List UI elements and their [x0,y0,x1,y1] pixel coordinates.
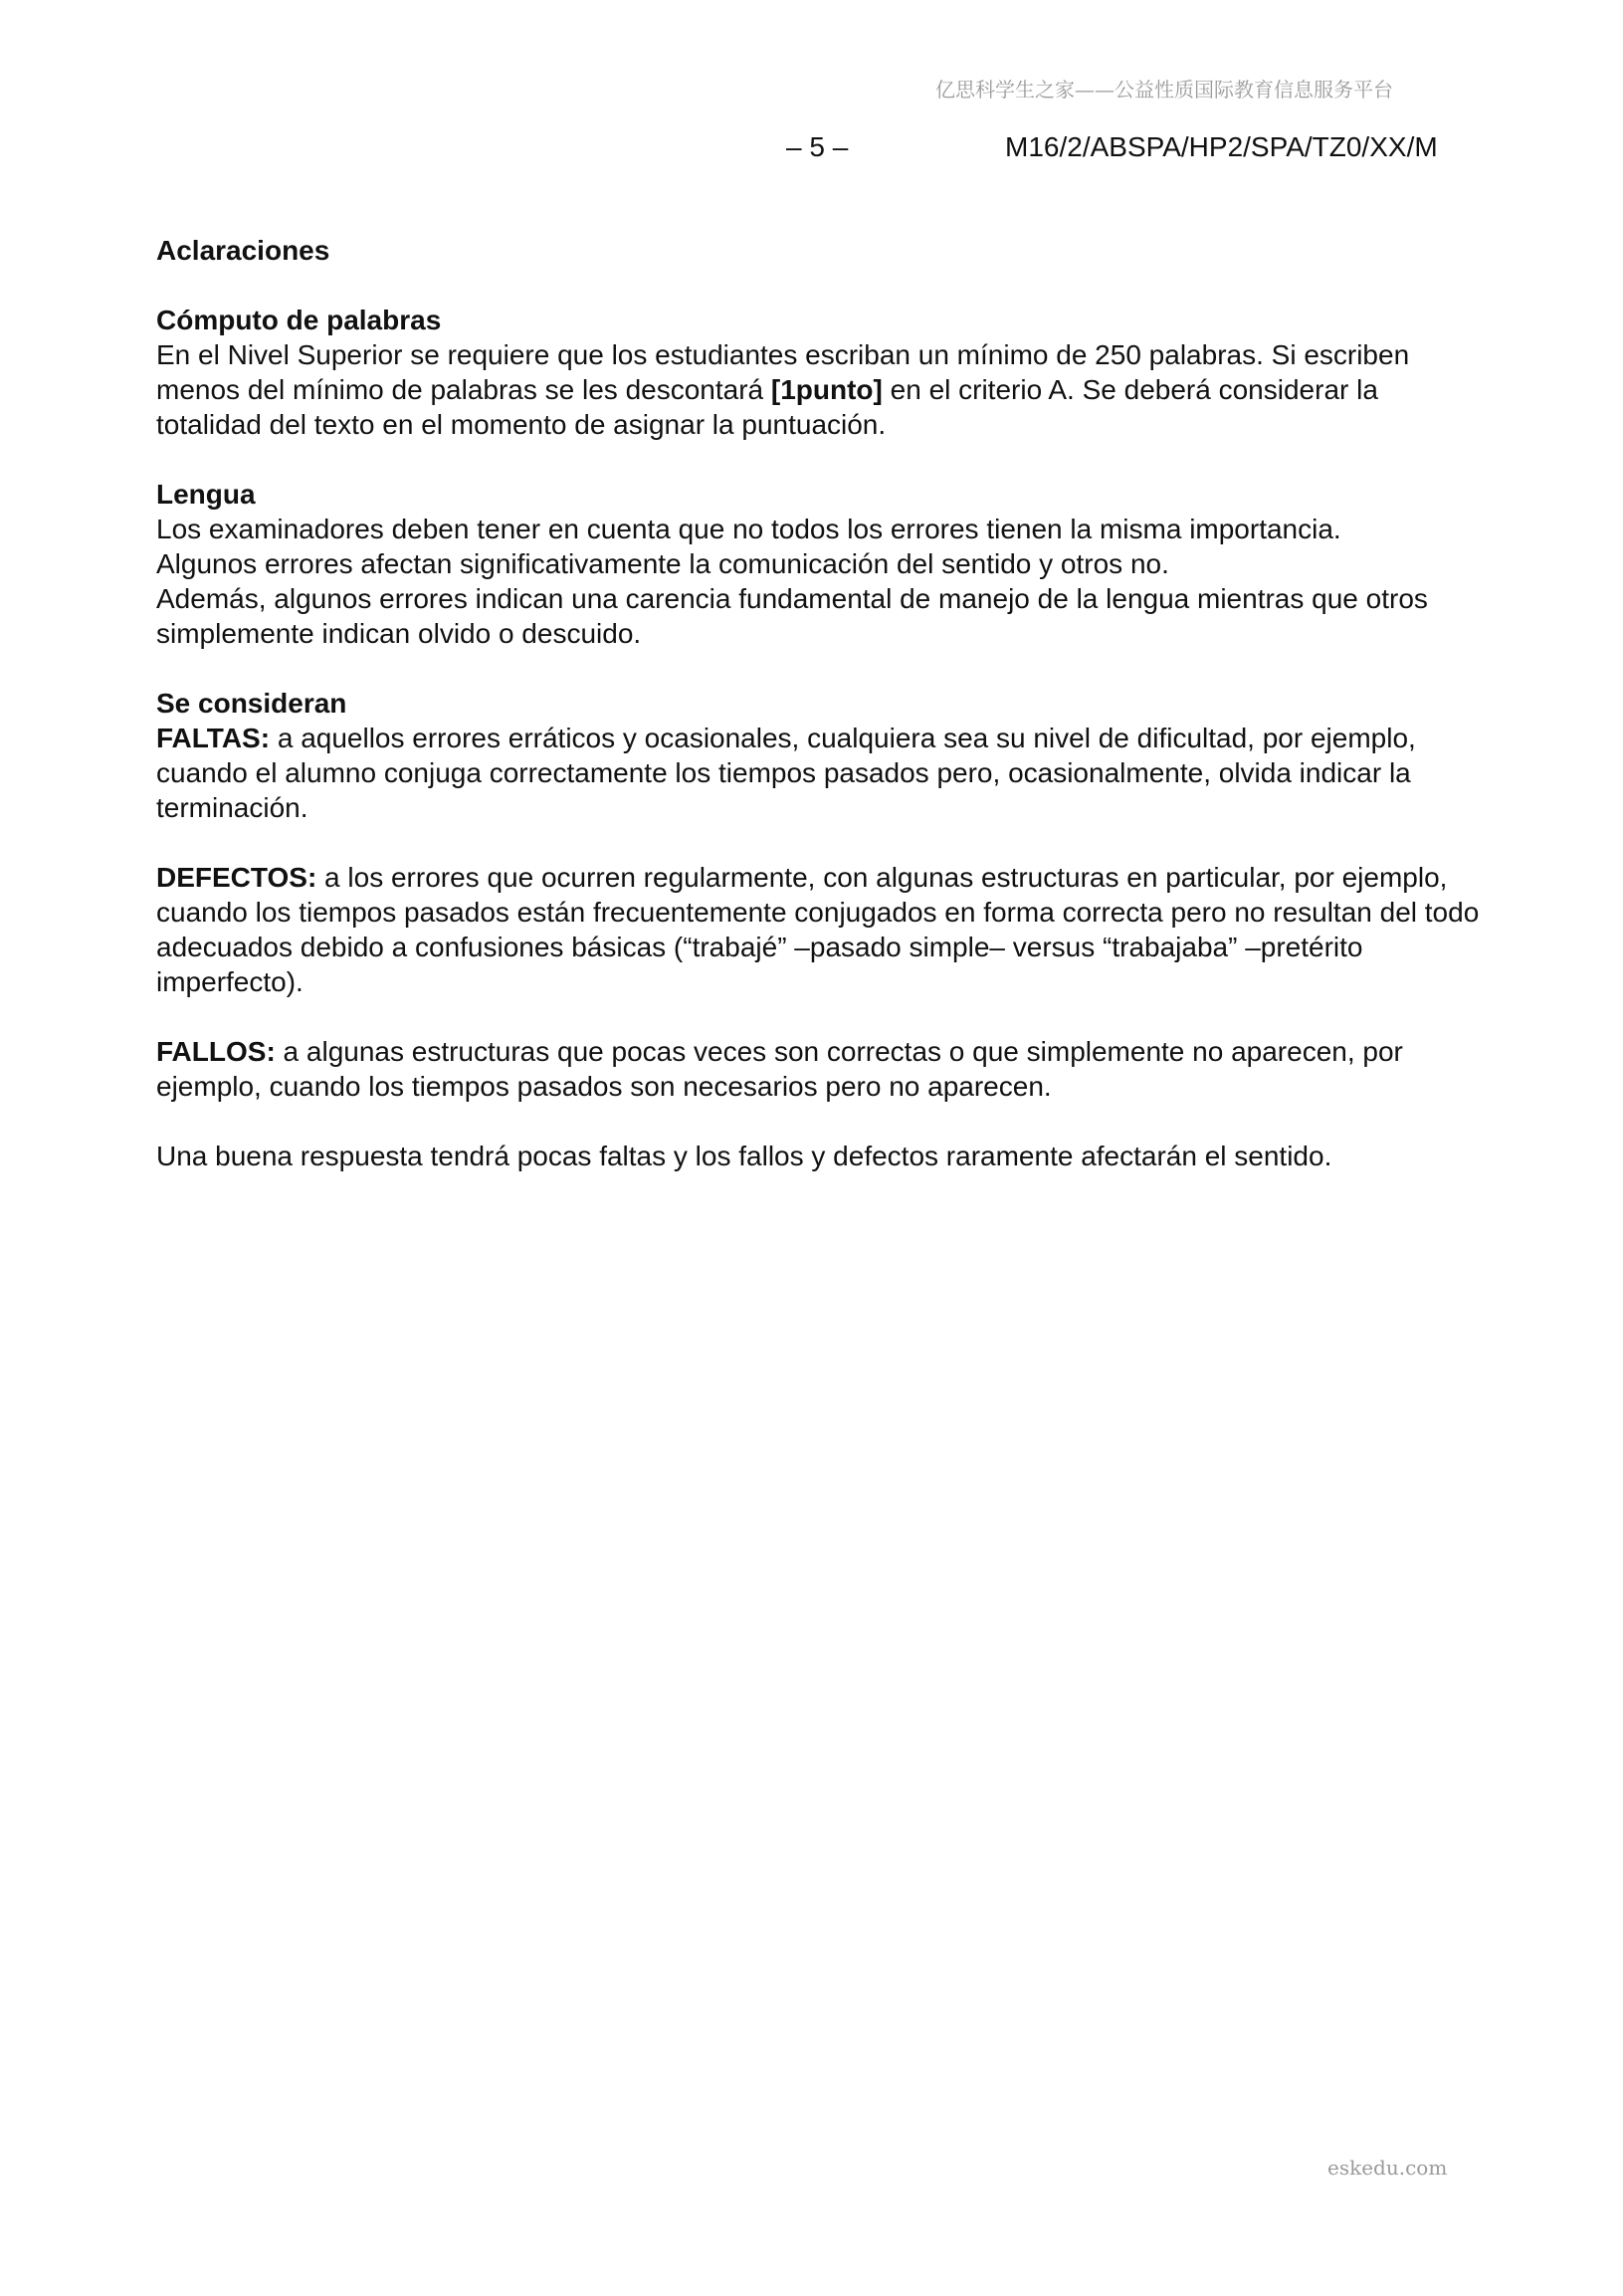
fallos-label: FALLOS: [156,1036,276,1067]
defectos-text: a los errores que ocurren regularmente, con algunas estructuras en particular, por ejemplo, cuando los tiempos pasados están frecuentemente conjugados en forma correcta pero no resultan del todo adecuados debido a confusiones básicas (“trabajé” –pasado simple– versus “trabajaba” –pretérito imperfecto). [156,862,1480,997]
lengua-heading: Lengua [156,479,256,510]
document-body [156,233,1490,1173]
consideran-heading: Se consideran [156,688,347,719]
lengua-line-2: Algunos errores afectan significativamente la comunicación del sentido y otros no. [156,548,1169,579]
conclusion-paragraph: Una buena respuesta tendrá pocas faltas y los fallos y defectos raramente afectarán el sentido. [156,1141,1332,1171]
defectos-paragraph [156,860,1490,999]
document-code: M16/2/ABSPA/HP2/SPA/TZ0/XX/M [1005,131,1438,162]
lengua-line-1: Los examinadores deben tener en cuenta que no todos los errores tienen la misma importancia. [156,514,1341,544]
fallos-text: a algunas estructuras que pocas veces son correctas o que simplemente no aparecen, por ejemplo, cuando los tiempos pasados son necesarios pero no aparecen. [156,1036,1403,1102]
section-title: Aclaraciones [156,235,330,266]
fallos-paragraph [156,1034,1490,1104]
watermark-bottom: eskedu.com [1327,2156,1448,2180]
computo-text-after: en el criterio A. Se deberá considerar la totalidad del texto en el momento de asignar la puntuación. [156,374,1378,440]
watermark-top: 亿思科学生之家——公益性质国际教育信息服务平台 [935,78,1393,102]
computo-paragraph [156,337,1490,442]
faltas-paragraph [156,721,1490,825]
defectos-label: DEFECTOS: [156,862,317,893]
faltas-text: a aquellos errores erráticos y ocasionales, cualquiera sea su nivel de dificultad, por ejemplo, cuando el alumno conjuga correctamente los tiempos pasados pero, ocasionalmente, olvida indicar la terminación. [156,723,1416,823]
page-number: – 5 – [786,131,849,162]
computo-bold-penalty: [1punto] [770,374,883,405]
computo-text-before: En el Nivel Superior se requiere que los estudiantes escriban un mínimo de 250 palabras. Si escriben menos del mínimo de palabras se les descontará [156,339,1410,405]
faltas-label: FALTAS: [156,723,271,753]
computo-heading: Cómputo de palabras [156,305,442,335]
lengua-line-3: Además, algunos errores indican una carencia fundamental de manejo de la lengua mientras que otros simplemente indican olvido o descuido. [156,583,1428,649]
